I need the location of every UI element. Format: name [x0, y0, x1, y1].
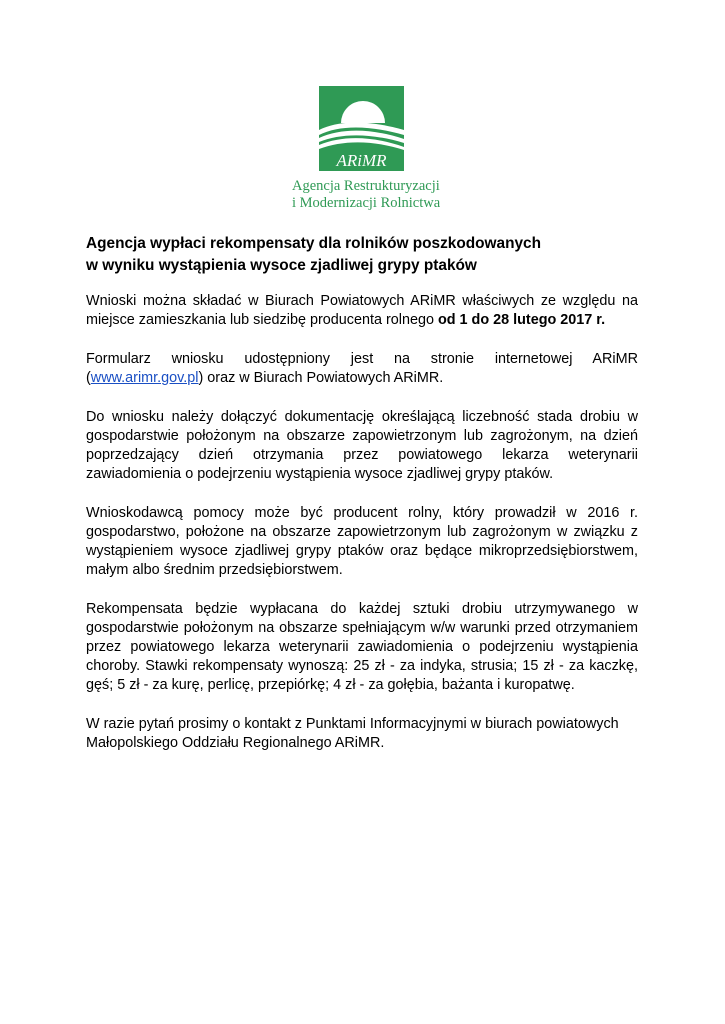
paragraph-application-period-text: Wnioski można składać w Biurach Powiatowych ARiMR właściwych ze względu na miejsce zamieszkania lub siedzibę producenta rolnego — [86, 293, 638, 328]
article-body — [86, 292, 638, 773]
paragraph-contact: W razie pytań prosimy o kontakt z Punktami Informacyjnymi w biurach powiatowych Małopolskiego Oddziału Regionalnego ARiMR. — [86, 716, 619, 751]
paragraph-documentation: Do wniosku należy dołączyć dokumentację określającą liczebność stada drobiu w gospodarstwie położonym na obszarze zapowietrzonym lub zagrożonym, na dzień poprzedzający dzień otrzymania przez powiatowego lekarza weterynarii zawiadomienia o podejrzeniu wystąpienia wysoce zjadliwej grypy ptaków. — [86, 409, 638, 482]
arimr-website-link[interactable]: www.arimr.gov.pl — [90, 370, 199, 386]
application-dates: od 1 do 28 lutego 2017 r. — [437, 312, 606, 328]
arimr-logo-mark-icon — [319, 86, 404, 171]
page-title — [86, 233, 646, 277]
svg-text:ARiMR: ARiMR — [336, 151, 387, 170]
title-line2: w wyniku wystąpienia wysoce zjadliwej grypy ptaków — [86, 257, 477, 274]
agency-name — [288, 178, 448, 212]
paragraph-applicant: Wnioskodawcą pomocy może być producent rolny, który prowadził w 2016 r. gospodarstwo, położone na obszarze zapowietrzonym lub zagrożonym w związku z wystąpieniem wysoce zjadliwej grypy ptaków oraz będące mikroprzedsiębiorstwem, małym albo średnim przedsiębiorstwem. — [86, 505, 638, 578]
title-line1: Agencja wypłaci rekompensaty dla rolników poszkodowanych — [86, 235, 542, 252]
agency-name-line1: Agencja Restrukturyzacji — [292, 178, 440, 194]
agency-name-line2: i Modernizacji Rolnictwa — [292, 195, 441, 211]
paragraph-form-availability — [86, 350, 638, 388]
paragraph-compensation-rates: Rekompensata będzie wypłacana do każdej sztuki drobiu utrzymywanego w gospodarstwie położonym na obszarze spełniającym w/w warunki przed otrzymaniem przez powiatowego lekarza weterynarii zawiadomienia o podejrzeniu wystąpienia choroby. Stawki rekompensaty wynoszą: 25 zł - za indyka, strusia; 15 zł - za kaczkę, gęś; 5 zł - za kurę, perlicę, przepiórkę; 4 zł - za gołębia, bażanta i kuropatwę. — [86, 601, 638, 693]
paragraph-form-suffix: ) oraz w Biurach Powiatowych ARiMR. — [198, 370, 444, 386]
paragraph-form-prefix: Formularz wniosku udostępniony jest na stronie internetowej ARiMR ( — [86, 351, 638, 386]
paragraph-application-period — [86, 292, 638, 330]
